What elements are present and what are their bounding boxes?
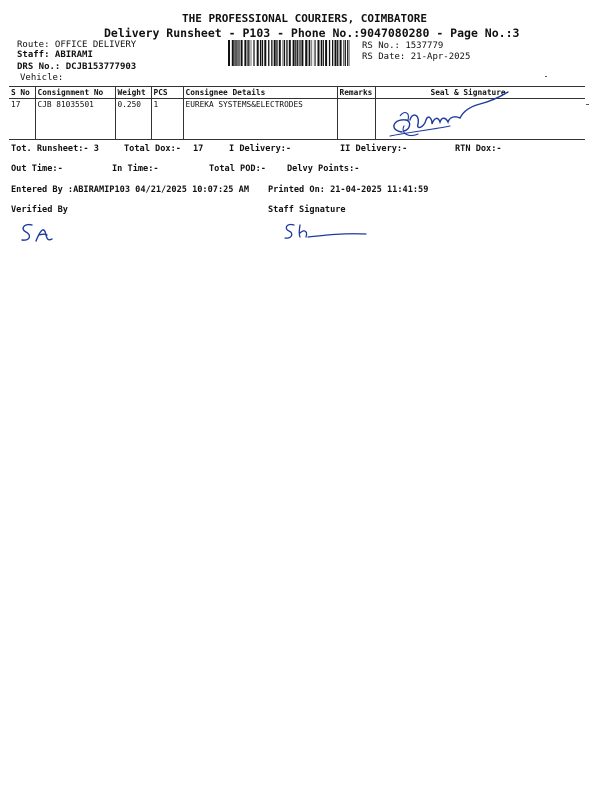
vehicle-label: Vehicle:: [20, 73, 64, 83]
out-time: Out Time:-: [11, 164, 63, 174]
barcode-bar: [241, 40, 243, 66]
barcode-bar: [293, 40, 295, 66]
total-dox-label: Total Dox:-: [124, 144, 181, 154]
verified-by-signature: [18, 221, 63, 245]
barcode-bar: [321, 40, 322, 66]
barcode-bar: [247, 40, 248, 66]
barcode-bar: [289, 40, 291, 66]
barcode-bar: [297, 40, 298, 66]
printed-on: Printed On: 21-04-2025 11:41:59: [268, 185, 429, 195]
barcode-bar: [264, 40, 266, 66]
barcode-bar: [236, 40, 237, 66]
col-header-consignee: Consignee Details: [183, 87, 337, 99]
barcode-bar: [262, 40, 263, 66]
barcode-image: [228, 40, 350, 66]
cell-sno: 17: [11, 100, 21, 109]
barcode-bar: [309, 40, 310, 66]
barcode-bar: [314, 40, 315, 66]
tot-runsheet: Tot. Runsheet:- 3: [11, 144, 99, 154]
barcode-bar: [234, 40, 235, 66]
barcode-bar: [315, 40, 316, 66]
barcode-bar: [238, 40, 239, 66]
barcode-bar: [251, 40, 252, 66]
barcode-bar: [279, 40, 281, 66]
barcode-bar: [308, 40, 309, 66]
col-header-seal: Seal & Signature: [375, 87, 585, 99]
delvy-points: Delvy Points:-: [287, 164, 360, 174]
total-pod: Total POD:-: [209, 164, 266, 174]
barcode-bar: [239, 40, 240, 66]
barcode-bar: [335, 40, 337, 66]
cell-remarks: [337, 99, 375, 140]
col-header-pcs: PCS: [151, 87, 183, 99]
speck-mark: [586, 104, 589, 105]
barcode-bar: [253, 40, 254, 66]
barcode-bar: [340, 40, 342, 66]
barcode-bar: [323, 40, 324, 66]
barcode-bar: [332, 40, 333, 66]
barcode-bar: [301, 40, 303, 66]
route-label: Route: OFFICE DELIVERY: [17, 40, 137, 50]
barcode-bar: [283, 40, 284, 66]
barcode-bar: [337, 40, 338, 66]
barcode-bar: [228, 40, 230, 66]
staff-label: Staff: ABIRAMI: [17, 50, 93, 60]
barcode-bar: [345, 40, 346, 66]
barcode-bar: [260, 40, 261, 66]
verified-by-label: Verified By: [11, 205, 68, 215]
speck-mark: [545, 76, 547, 77]
rs-number: RS No.: 1537779: [362, 41, 444, 51]
col-header-remarks: Remarks: [337, 87, 375, 99]
col-header-consignment: Consignment No: [35, 87, 115, 99]
barcode-bar: [343, 40, 344, 66]
barcode-bar: [295, 40, 296, 66]
barcode-bar: [286, 40, 287, 66]
drs-number: DRS No.: DCJB153777903: [17, 62, 137, 72]
rtn-dox: RTN Dox:-: [455, 144, 502, 154]
runsheet-subtitle: Delivery Runsheet - P103 - Phone No.:9047080280 - Page No.:3: [104, 26, 520, 40]
barcode-bar: [232, 40, 234, 66]
barcode-bar: [276, 40, 277, 66]
barcode-bar: [257, 40, 259, 66]
staff-signature-label: Staff Signature: [268, 205, 346, 215]
total-dox-value: 17: [193, 144, 204, 154]
company-title: THE PROFESSIONAL COURIERS, COIMBATORE: [182, 12, 428, 25]
cell-weight: 0.250: [115, 99, 151, 140]
cell-pcs: 1: [151, 99, 183, 140]
barcode-bar: [244, 40, 246, 66]
ii-delivery: II Delivery:-: [340, 144, 408, 154]
barcode-bar: [274, 40, 276, 66]
barcode-bar: [305, 40, 307, 66]
barcode-bar: [347, 40, 348, 66]
cell-consignment: CJB 81035501: [35, 99, 115, 140]
barcode-bar: [268, 40, 269, 66]
barcode-bar: [329, 40, 330, 66]
in-time: In Time:-: [112, 164, 159, 174]
cell-consignee: EUREKA SYSTEMS&ELECTRODES: [183, 99, 337, 140]
barcode-bar: [325, 40, 327, 66]
handwritten-signature-seal: [380, 90, 515, 142]
col-header-sno: S No: [11, 88, 30, 97]
col-header-weight: Weight: [115, 87, 151, 99]
i-delivery: I Delivery:-: [229, 144, 292, 154]
barcode-bar: [318, 40, 320, 66]
barcode-bar: [248, 40, 249, 66]
barcode-bar: [300, 40, 301, 66]
rs-date: RS Date: 21-Apr-2025: [362, 52, 471, 62]
barcode-bar: [271, 40, 272, 66]
staff-signature-handwriting: [282, 221, 370, 243]
entered-by: Entered By :ABIRAMIP103 04/21/2025 10:07:25 AM: [11, 185, 249, 195]
barcode-bar: [254, 40, 255, 66]
barcode-bar: [284, 40, 285, 66]
barcode-bar: [299, 40, 300, 66]
barcode-bar: [312, 40, 313, 66]
